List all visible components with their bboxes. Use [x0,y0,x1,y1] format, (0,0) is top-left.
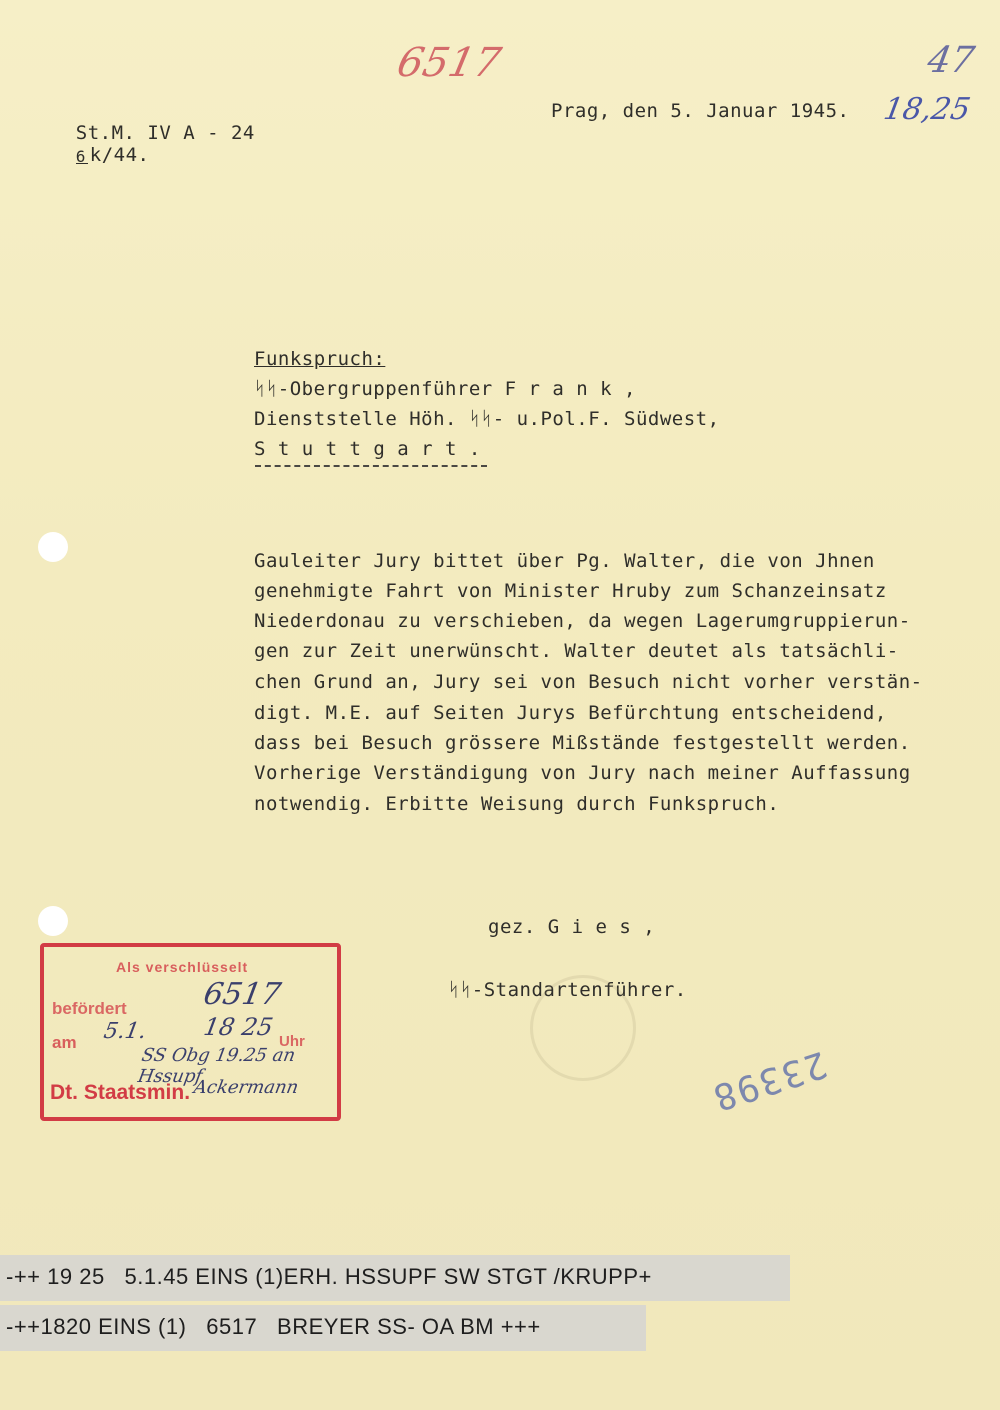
body-line: Gauleiter Jury bittet über Pg. Walter, die von Jhnen [254,550,875,572]
body-line: notwendig. Erbitte Weisung durch Funkspruch. [254,793,780,815]
stamp-am-label: am [52,1033,77,1052]
reference-prefix: St.M. IV A - 24 [75,122,255,144]
address-line-city: S t u t t g a r t . [254,438,481,460]
teletype-strip-2: -++1820 EINS (1) 6517 BREYER SS- OA BM +++ [0,1305,646,1351]
body-line: gen zur Zeit unerwünscht. Walter deutet als tatsächli- [254,640,899,662]
teletype-strip-1: -++ 19 25 5.1.45 EINS (1)ERH. HSSUPF SW STGT /KRUPP+ [0,1255,790,1301]
reference-suffix: k/44. [89,144,150,166]
dispatch-stamp [40,943,341,1121]
stamp-title: Als verschlüsselt [116,959,249,975]
stamp-number: 6517 [200,977,284,1012]
stamp-hand-note: SS Obg 19.25 an Hssupf [136,1045,297,1087]
punch-hole [38,532,68,562]
body-line: genehmigte Fahrt von Minister Hruby zum Schanzeinsatz [254,580,887,602]
handwritten-corner-number: 47 [924,40,978,81]
address-line-office: Dienststelle Höh. ᛋᛋ- u.Pol.F. Südwest, [254,408,720,430]
stamp-befordert-label: befördert [52,999,127,1018]
place-date: Prag, den 5. Januar 1945. [551,100,850,122]
handwritten-time: 18,25 [880,92,973,127]
stamp-time: 18 25 [201,1013,276,1041]
body-line: Niederdonau zu verschieben, da wegen Lagerumgruppierun- [254,610,911,632]
stamp-date: 5.1. [101,1019,149,1044]
body-line: digt. M.E. auf Seiten Jurys Befürchtung entscheidend, [254,702,887,724]
punch-hole [38,906,68,936]
body-line: chen Grund an, Jury sei von Besuch nicht vorher verstän- [254,671,923,693]
address-underline [255,465,487,467]
stamp-office: Dt. Staatsmin. [50,1081,191,1104]
body-line: Vorherige Verständigung von Jury nach meiner Auffassung [254,762,911,784]
stamp-uhr-label: Uhr [279,1033,305,1050]
signature-rank: ᛋᛋ-Standartenführer. [448,979,687,1001]
body-line: dass bei Besuch grössere Mißstände festgestellt werden. [254,732,911,754]
archive-number-stamp: 23398 [706,1042,832,1119]
handwritten-document-number: 6517 [393,40,505,86]
message-type-label: Funkspruch: [254,348,386,370]
stamp-signature: Ackermann [192,1077,301,1098]
reference-line [28,100,255,188]
reference-superscript: 6 [75,147,86,166]
faint-seal [530,975,636,1081]
address-line-recipient: ᛋᛋ-Obergruppenführer F r a n k , [254,378,636,400]
signature-name: gez. G i e s , [488,916,656,938]
